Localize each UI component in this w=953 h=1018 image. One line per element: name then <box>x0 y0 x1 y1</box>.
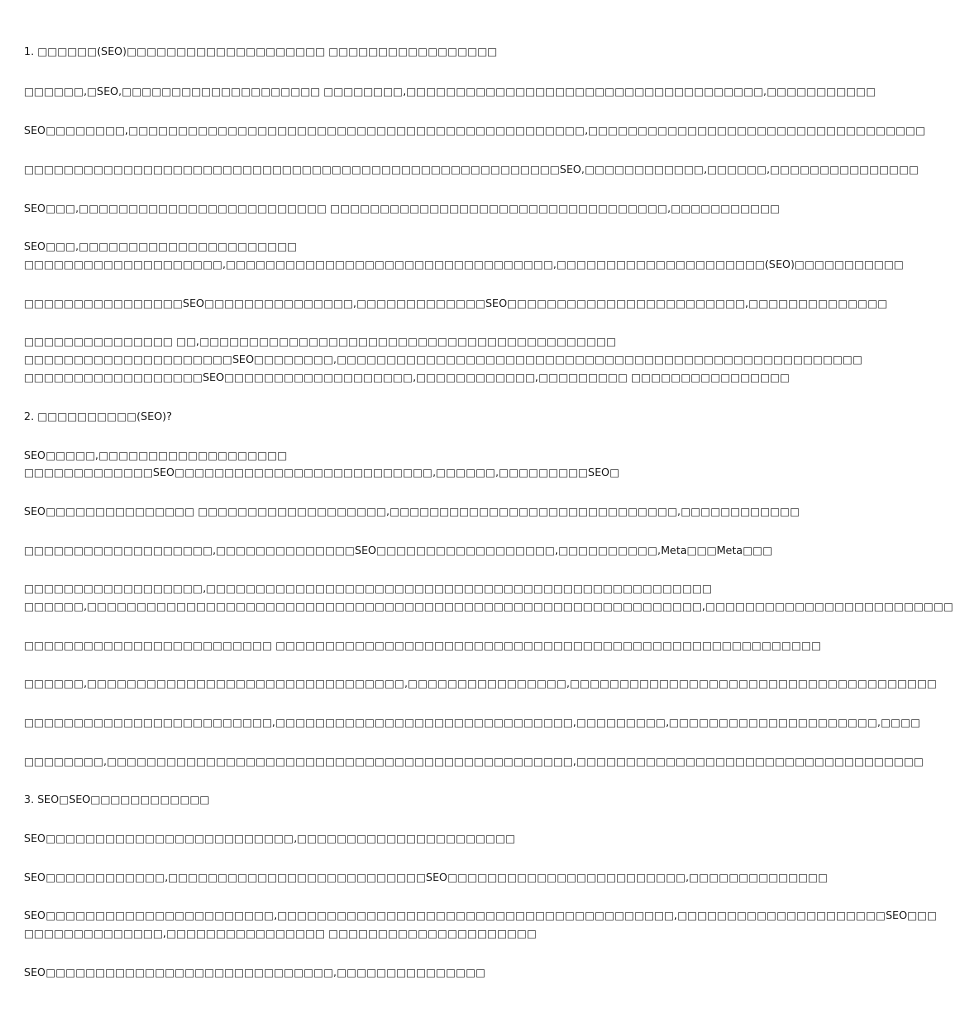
paragraph-line: □□□□□□□□□□□□□□□□□□□□,□□□□□□□□□□□□□□□□□□□□□□□□□□□□□□□□□,□□□□□□□□□□□□□□□□□□□□□(SEO)□□□□□□□□□□□ <box>24 259 904 271</box>
paragraph-line: □□□□□□,□SEO,□□□□□□□□□□□□□□□□□□□□ □□□□□□□□,□□□□□□□□□□□□□□□□□□□□□□□□□□□□□□□□□□□□,□□□□□□□□□□□ <box>24 86 876 98</box>
paragraph-line: SEO□□□□□□□□□□□□□□□□□□□□□□□,□□□□□□□□□□□□□□□□□□□□□□□□□□□□□□□□□□□□□□□□,□□□□□□□□□□□□□□□□□□□□□SEO□□□ <box>24 910 937 922</box>
paragraph-line: □□□□□□□□□□□□□□□□□□SEO□□□□□□□□□□□□□□□□□□□,□□□□□□□□□□□□,□□□□□□□□□ □□□□□□□□□□□□□□□□ <box>24 372 790 384</box>
paragraph-line: □□□□□□□□□□□□□SEO□□□□□□□□□□□□□□□□□□□□□□□□□□,□□□□□□,□□□□□□□□□SEO□ <box>24 467 620 479</box>
paragraph-line: □□□□□□□□□□□□□□□□□□□,□□□□□□□□□□□□□□SEO□□□□□□□□□□□□□□□□□□,□□□□□□□□□□,Meta□□□Meta□□□ <box>24 545 773 557</box>
paragraph-line: SEO□□□□□,□□□□□□□□□□□□□□□□□□□ <box>24 450 287 462</box>
paragraph-line: SEO□□□□□□□□□□□□□□□ □□□□□□□□□□□□□□□□□□□,□□□□□□□□□□□□□□□□□□□□□□□□□□□□□,□□□□□□□□□□□□ <box>24 506 800 518</box>
paragraph-line: □□□□□□□□□□□□□□□□□□□□□SEO□□□□□□□□,□□□□□□□□□□□□□□□□□□□□□□□□□□□□□□□□□□□□□□□□□□□□□□□□□□□□□ <box>24 354 863 366</box>
paragraph-line: SEO□□□□□□□□□□□□,□□□□□□□□□□□□□□□□□□□□□□□□□□SEO□□□□□□□□□□□□□□□□□□□□□□□□,□□□□□□□□□□□□□□ <box>24 872 828 884</box>
paragraph-line: □□□□□□□□,□□□□□□□□□□□□□□□□□□□□□□□□□□□□□□□□□□□□□□□□□□□□□□□,□□□□□□□□□□□□□□□□□□□□□□□□□□□□□□□□□□□ <box>24 756 924 768</box>
paragraph-line: □□□□□□□□□□□□□□□□□□□□□□□□□□□□□□□□□□□□□□□□□□□□□□□□□□□□□□SEO,□□□□□□□□□□□□,□□□□□□,□□□□□□□□□□□□□□□ <box>24 164 919 176</box>
paragraph-line: SEO□□□□□□□□,□□□□□□□□□□□□□□□□□□□□□□□□□□□□□□□□□□□□□□□□□□□□□□,□□□□□□□□□□□□□□□□□□□□□□□□□□□□□□□□□□ <box>24 125 926 137</box>
paragraph-line: □□□□□□□□□□□□□□□□□□,□□□□□□□□□□□□□□□□□□□□□□□□□□□□□□□□□□□□□□□□□□□□□□□□□□□ <box>24 583 712 595</box>
paragraph-line: SEO□□□□□□□□□□□□□□□□□□□□□□□□□□□□□,□□□□□□□□□□□□□□□ <box>24 967 486 979</box>
paragraph-line: □□□□□□□□□□□□□□□□□□□□□□□□□ □□□□□□□□□□□□□□□□□□□□□□□□□□□□□□□□□□□□□□□□□□□□□□□□□□□□□□□ <box>24 640 821 652</box>
paragraph-line: □□□□□□□□□□□□□□□ □□,□□□□□□□□□□□□□□□□□□□□□□□□□□□□□□□□□□□□□□□□□□ <box>24 336 616 348</box>
paragraph-line: □□□□□□,□□□□□□□□□□□□□□□□□□□□□□□□□□□□□□□□,□□□□□□□□□□□□□□□□,□□□□□□□□□□□□□□□□□□□□□□□□□□□□□□□□□□□□□ <box>24 678 937 690</box>
paragraph-line: SEO□□□□□□□□□□□□□□□□□□□□□□□□□,□□□□□□□□□□□□□□□□□□□□□□ <box>24 833 516 845</box>
paragraph-line: □□□□□□□□□□□□□□,□□□□□□□□□□□□□□□□ □□□□□□□□□□□□□□□□□□□□□ <box>24 928 537 940</box>
paragraph-line: □□□□□□□□□□□□□□□□□□□□□□□□□,□□□□□□□□□□□□□□□□□□□□□□□□□□□□□□,□□□□□□□□□,□□□□□□□□□□□□□□□□□□□□□,□□□□ <box>24 717 921 729</box>
heading-section-1: 1. □□□□□□(SEO)□□□□□□□□□□□□□□□□□□□□ □□□□□□□□□□□□□□□□□ <box>24 46 498 58</box>
paragraph-line: □□□□□□,□□□□□□□□□□□□□□□□□□□□□□□□□□□□□□□□□□□□□□□□□□□□□□□□□□□□□□□□□□□□□□,□□□□□□□□□□□□□□□□□□□□□□□□□ <box>24 601 953 613</box>
paragraph-line: □□□□□□□□□□□□□□□□SEO□□□□□□□□□□□□□□□,□□□□□□□□□□□□□SEO□□□□□□□□□□□□□□□□□□□□□□□□,□□□□□□□□□□□□□□ <box>24 298 888 310</box>
paragraph-line: SEO□□□,□□□□□□□□□□□□□□□□□□□□□□ <box>24 241 297 253</box>
heading-section-3: 3. SEO□SEO□□□□□□□□□□□□ <box>24 794 210 806</box>
paragraph-line: SEO□□□,□□□□□□□□□□□□□□□□□□□□□□□□□ □□□□□□□□□□□□□□□□□□□□□□□□□□□□□□□□□□,□□□□□□□□□□□ <box>24 203 780 215</box>
heading-section-2: 2. □□□□□□□□□□(SEO)? <box>24 411 172 423</box>
